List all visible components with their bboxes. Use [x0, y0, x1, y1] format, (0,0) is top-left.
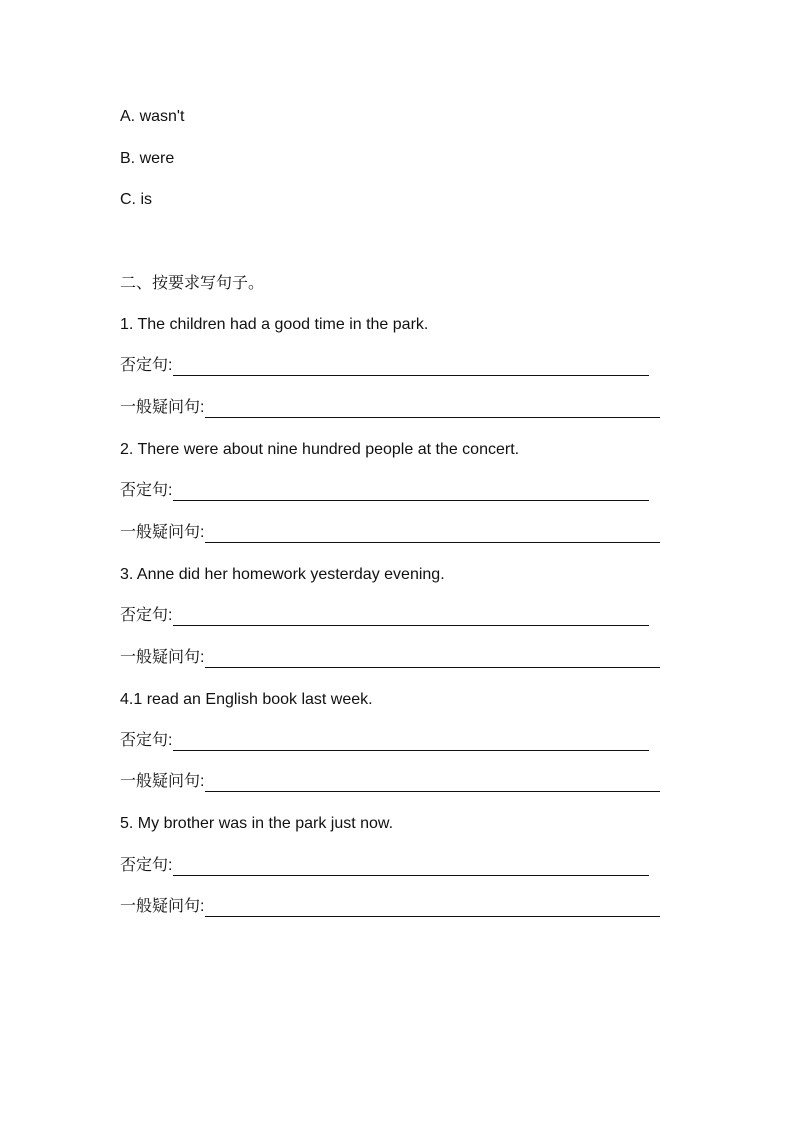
question-answer-blank[interactable] [205, 650, 660, 668]
negative-label: 否定句: [120, 857, 173, 874]
question-label: 一般疑问句: [120, 649, 205, 666]
question-label: 一般疑问句: [120, 399, 205, 416]
negative-answer-row [120, 856, 649, 876]
question-answer-blank[interactable] [205, 400, 660, 418]
negative-answer-blank[interactable] [173, 483, 649, 501]
question-prompt: 1. The children had a good time in the park. [120, 316, 429, 333]
question-answer-blank[interactable] [205, 525, 660, 543]
question-answer-blank[interactable] [205, 899, 660, 917]
question-prompt: 2. There were about nine hundred people at the concert. [120, 441, 520, 458]
negative-answer-blank[interactable] [173, 858, 649, 876]
negative-answer-blank[interactable] [173, 358, 649, 376]
negative-answer-blank[interactable] [173, 733, 649, 751]
option-a: A. wasn't [120, 108, 185, 125]
question-answer-row [120, 772, 660, 792]
question-answer-row [120, 398, 660, 418]
negative-label: 否定句: [120, 607, 173, 624]
option-b: B. were [120, 150, 175, 167]
question-answer-row [120, 523, 660, 543]
question-answer-row [120, 648, 660, 668]
question-label: 一般疑问句: [120, 773, 205, 790]
section-title: 二、按要求写句子。 [120, 275, 265, 292]
option-c: C. is [120, 191, 152, 208]
negative-answer-blank[interactable] [173, 608, 649, 626]
question-prompt: 3. Anne did her homework yesterday evening. [120, 566, 445, 583]
question-answer-blank[interactable] [205, 774, 660, 792]
negative-label: 否定句: [120, 732, 173, 749]
negative-answer-row [120, 731, 649, 751]
negative-label: 否定句: [120, 482, 173, 499]
negative-answer-row [120, 481, 649, 501]
question-label: 一般疑问句: [120, 524, 205, 541]
negative-answer-row [120, 606, 649, 626]
negative-answer-row [120, 356, 649, 376]
negative-label: 否定句: [120, 357, 173, 374]
question-label: 一般疑问句: [120, 898, 205, 915]
question-prompt: 5. My brother was in the park just now. [120, 815, 394, 832]
question-answer-row [120, 897, 660, 917]
question-prompt: 4.1 read an English book last week. [120, 691, 373, 708]
